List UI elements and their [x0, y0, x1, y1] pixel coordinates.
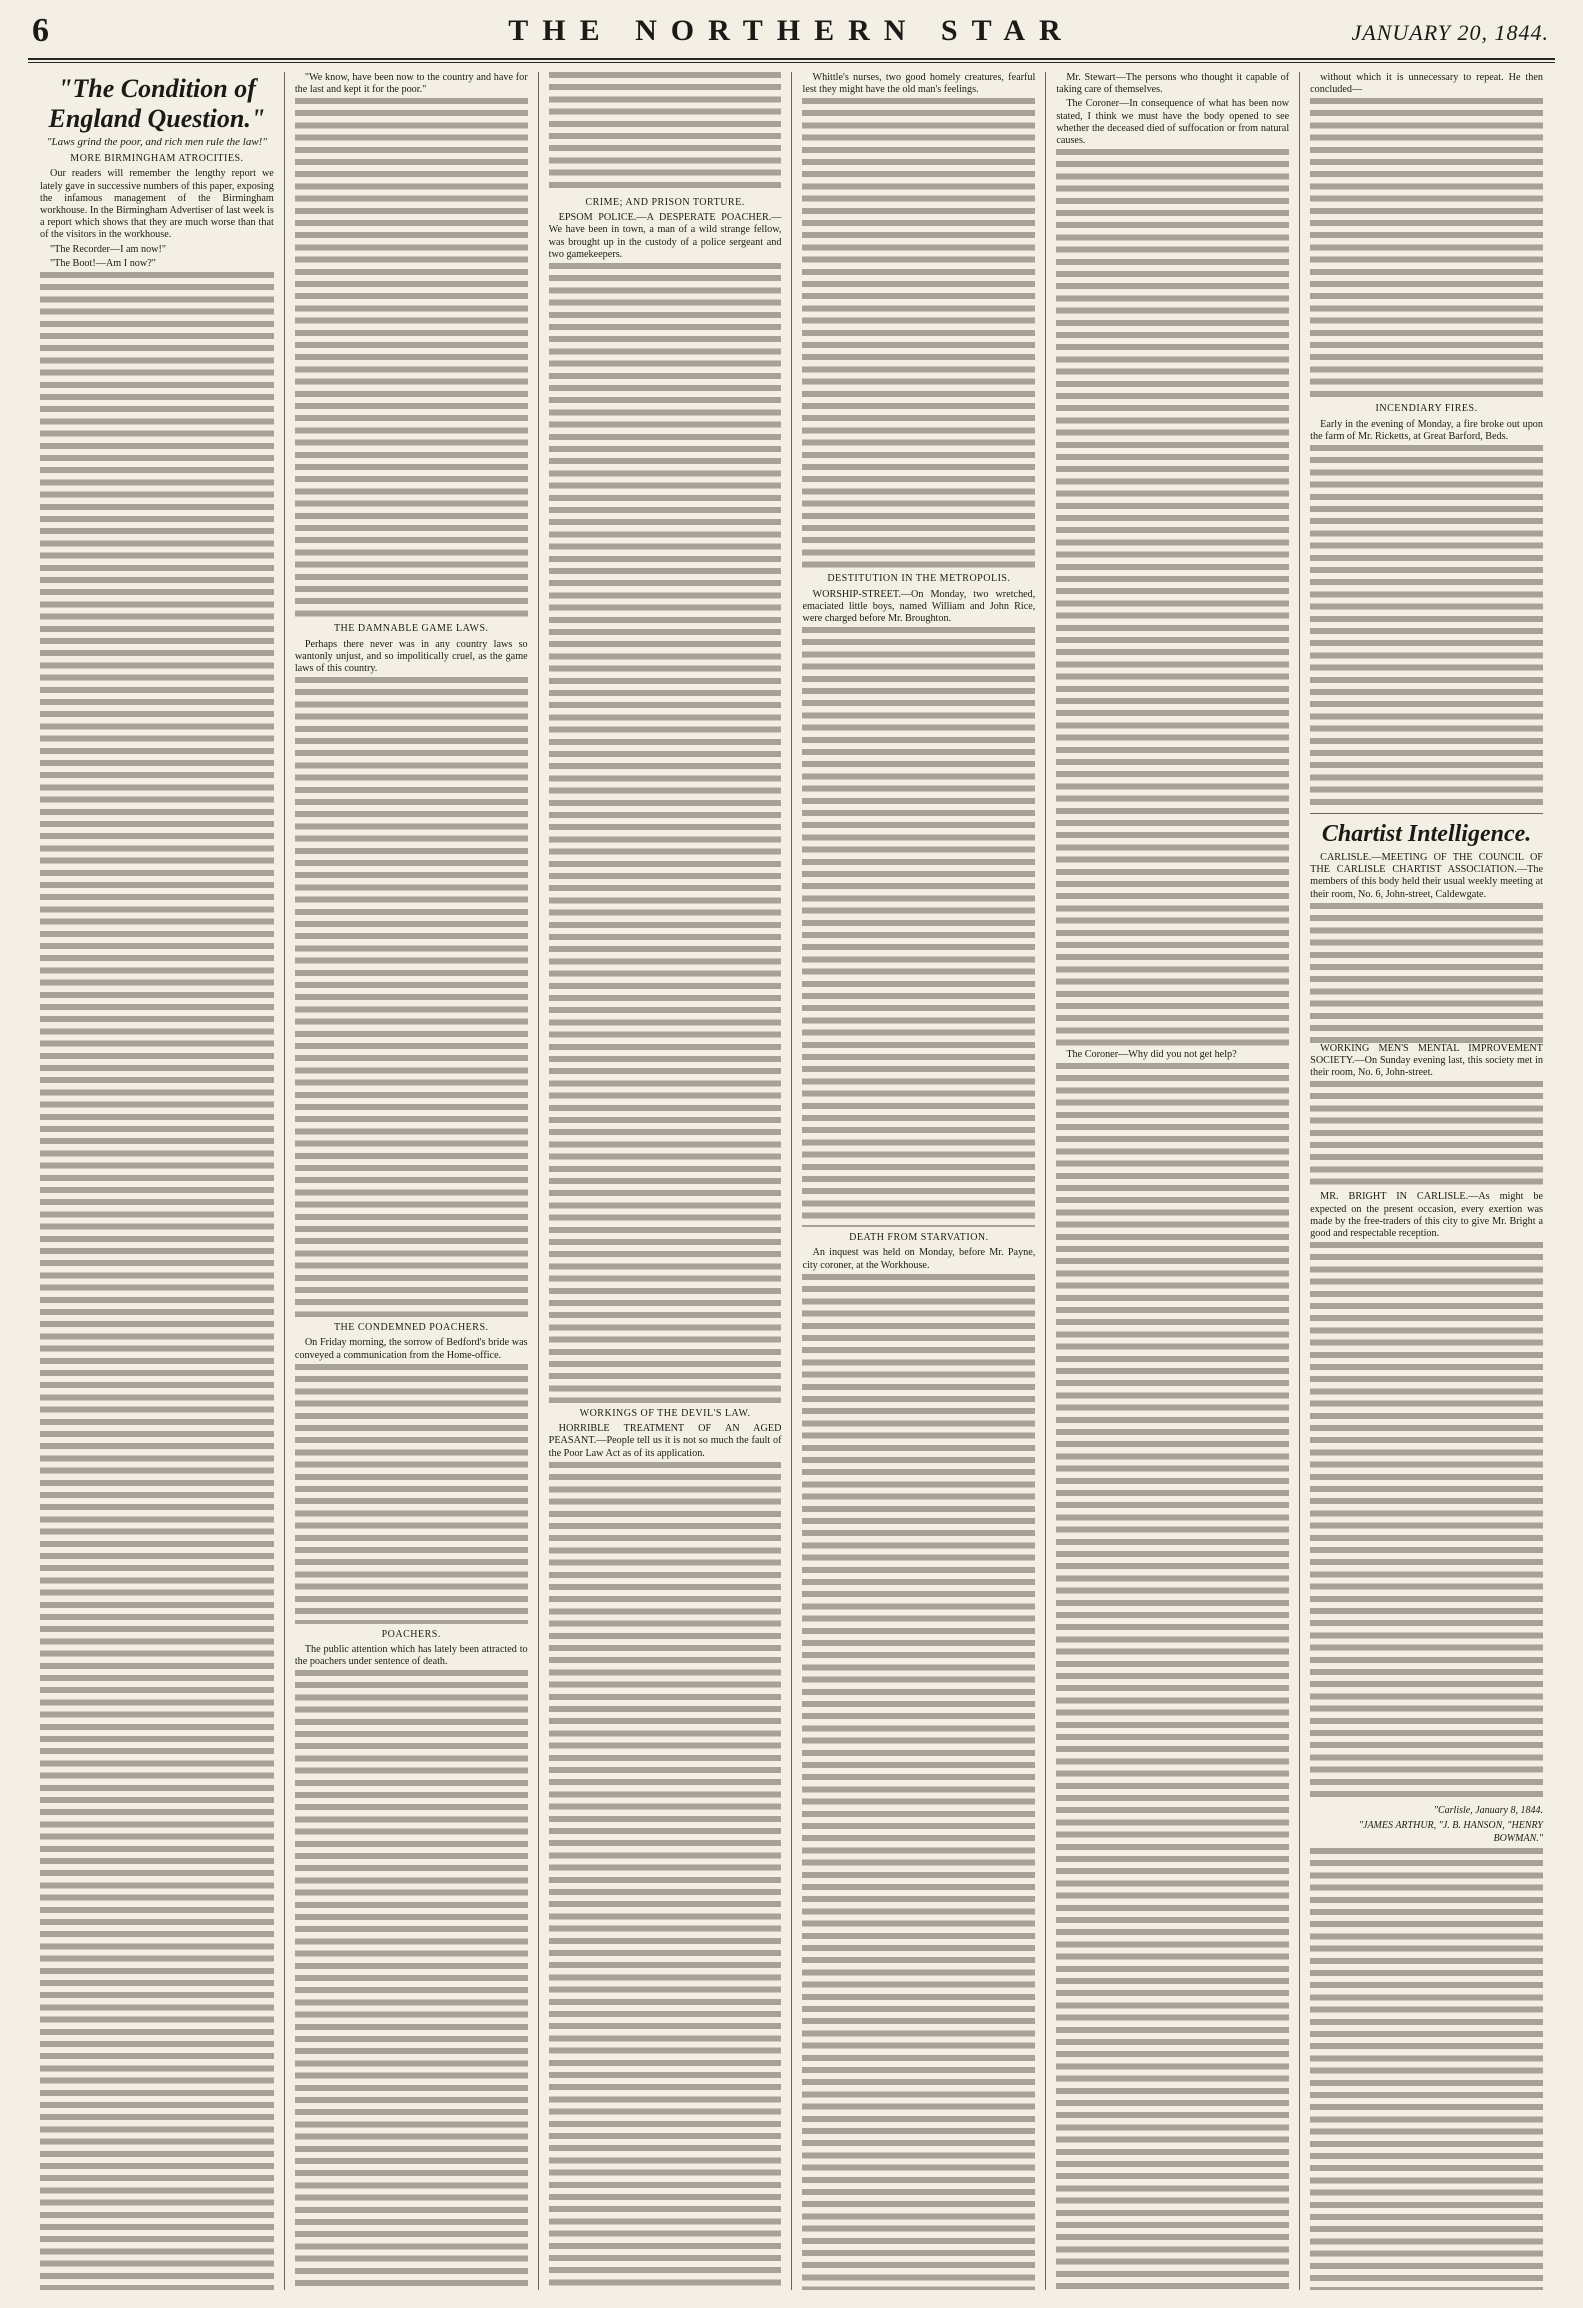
body-text-lines	[295, 98, 528, 618]
body-text-lines	[1310, 445, 1543, 805]
article-paragraph: Perhaps there never was in any country laws so wantonly unjust, and so impolitically cruel, as the game laws of this country.	[294, 638, 528, 675]
heading-epigraph: "Laws grind the poor, and rich men rule the law!"	[46, 136, 267, 148]
section-heading: Chartist Intelligence.	[1310, 813, 1543, 848]
body-text-lines	[295, 1364, 528, 1624]
body-text-lines	[1056, 149, 1289, 1049]
body-text-lines	[1310, 1081, 1543, 1191]
article-paragraph: An inquest was held on Monday, before Mr. Payne, city coroner, at the Workhouse.	[802, 1247, 1036, 1271]
article-paragraph: MR. BRIGHT IN CARLISLE.—As might be expected on the present occasion, every exertion was made by the free-traders of this city to give Mr. Bright a good and respectable reception.	[1310, 1191, 1543, 1240]
article-paragraph: "The Boot!—Am I now?"	[50, 257, 156, 269]
column-2	[284, 72, 538, 2290]
body-text-lines	[549, 1462, 782, 2290]
body-text-lines	[40, 272, 274, 2290]
column-3	[538, 72, 792, 2290]
body-text-lines	[295, 1670, 528, 2290]
masthead-rule	[28, 62, 1555, 63]
article-paragraph: HORRIBLE TREATMENT OF AN AGED PEASANT.—People tell us it is not so much the fault of the Poor Law Act as of its application.	[548, 1423, 782, 1459]
article-paragraph: On Friday morning, the sorrow of Bedford's bride was conveyed a communication from the Home-office.	[294, 1337, 528, 1361]
body-text-lines	[802, 627, 1035, 1227]
columns	[30, 72, 1553, 2290]
article-paragraph: WORSHIP-STREET.—On Monday, two wretched, emaciated little boys, named William and John Rice, were charged before Mr. Broughton.	[802, 588, 1036, 625]
article-paragraph: Mr. Stewart—The persons who thought it capable of taking care of themselves.	[1056, 72, 1290, 96]
paper-title: THE NORTHERN STAR	[508, 14, 1075, 47]
body-text-lines	[1310, 1848, 1543, 2290]
page-number: 6	[32, 12, 49, 49]
column-heading: "The Condition of England Question."	[48, 74, 266, 133]
letter-dateline: "Carlisle, January 8, 1844.	[1433, 1805, 1543, 1817]
subheading: INCENDIARY FIRES.	[1375, 403, 1478, 415]
body-text-lines	[1056, 1063, 1289, 2290]
body-text-lines	[802, 1274, 1035, 2290]
article-paragraph: The Coroner—Why did you not get help?	[1066, 1049, 1237, 1061]
article-paragraph: without which it is unnecessary to repeat. He then concluded—	[1310, 72, 1543, 96]
article-paragraph: CARLISLE.—MEETING OF THE COUNCIL OF THE CARLISLE CHARTIST ASSOCIATION.—The members of this body held their usual weekly meeting at their room, No. 6, John-street, Caldewgate.	[1310, 852, 1543, 900]
body-text-lines	[549, 72, 782, 192]
article-paragraph: "The Recorder—I am now!"	[50, 243, 167, 255]
body-text-lines	[1310, 1242, 1543, 1802]
body-text-lines	[1310, 98, 1543, 398]
article-paragraph: EPSOM POLICE.—A DESPERATE POACHER.—We have been in town, a man of a wild strange fellow, was brought up in the custody of a police sergeant and two gamekeepers.	[548, 212, 782, 260]
issue-date: JANUARY 20, 1844.	[1351, 20, 1549, 45]
column-4	[791, 72, 1045, 2290]
subheading: CRIME; AND PRISON TORTURE.	[585, 197, 745, 208]
subheading: MORE BIRMINGHAM ATROCITIES.	[70, 153, 244, 165]
subheading: POACHERS.	[381, 1628, 441, 1640]
column-6	[1299, 72, 1553, 2290]
subheading: DEATH FROM STARVATION.	[849, 1232, 989, 1244]
article-paragraph: Our readers will remember the lengthy report we lately gave in successive numbers of this paper, exposing the infamous management of the Birmingham workhouse. In the Birmingham Advertiser of last week is a report which shows that they are much worse than that of the visitors in the workhouse.	[40, 168, 274, 241]
article-paragraph: WORKING MEN'S MENTAL IMPROVEMENT SOCIETY.—On Sunday evening last, this society met in their room, No. 6, John-street.	[1310, 1042, 1543, 1079]
column-5	[1045, 72, 1299, 2290]
subheading: DESTITUTION IN THE METROPOLIS.	[827, 573, 1011, 585]
subheading: THE DAMNABLE GAME LAWS.	[333, 623, 489, 635]
article-paragraph: "We know, have been now to the country and have for the last and kept it for the poor."	[294, 72, 528, 96]
body-text-lines	[295, 677, 528, 1317]
column-1	[30, 72, 284, 2290]
article-paragraph: The public attention which has lately been attracted to the poachers under sentence of death.	[294, 1644, 528, 1668]
body-text-lines	[549, 263, 782, 1403]
article-paragraph: Whittle's nurses, two good homely creatures, fearful lest they might have the old man's feelings.	[802, 72, 1036, 96]
body-text-lines	[802, 98, 1035, 568]
subheading: THE CONDEMNED POACHERS.	[333, 1322, 489, 1334]
article-paragraph: The Coroner—In consequence of what has been now stated, I think we must have the body opened to see whether the deceased died of suffocation or from natural causes.	[1056, 98, 1290, 147]
body-text-lines	[1310, 903, 1543, 1043]
article-paragraph: Early in the evening of Monday, a fire broke out upon the farm of Mr. Ricketts, at Great Barford, Beds.	[1310, 418, 1543, 442]
letter-signatures: "JAMES ARTHUR, "J. B. HANSON, "HENRY BOWMAN."	[1358, 1820, 1543, 1844]
subheading: WORKINGS OF THE DEVIL'S LAW.	[579, 1408, 751, 1420]
masthead	[28, 10, 1555, 60]
